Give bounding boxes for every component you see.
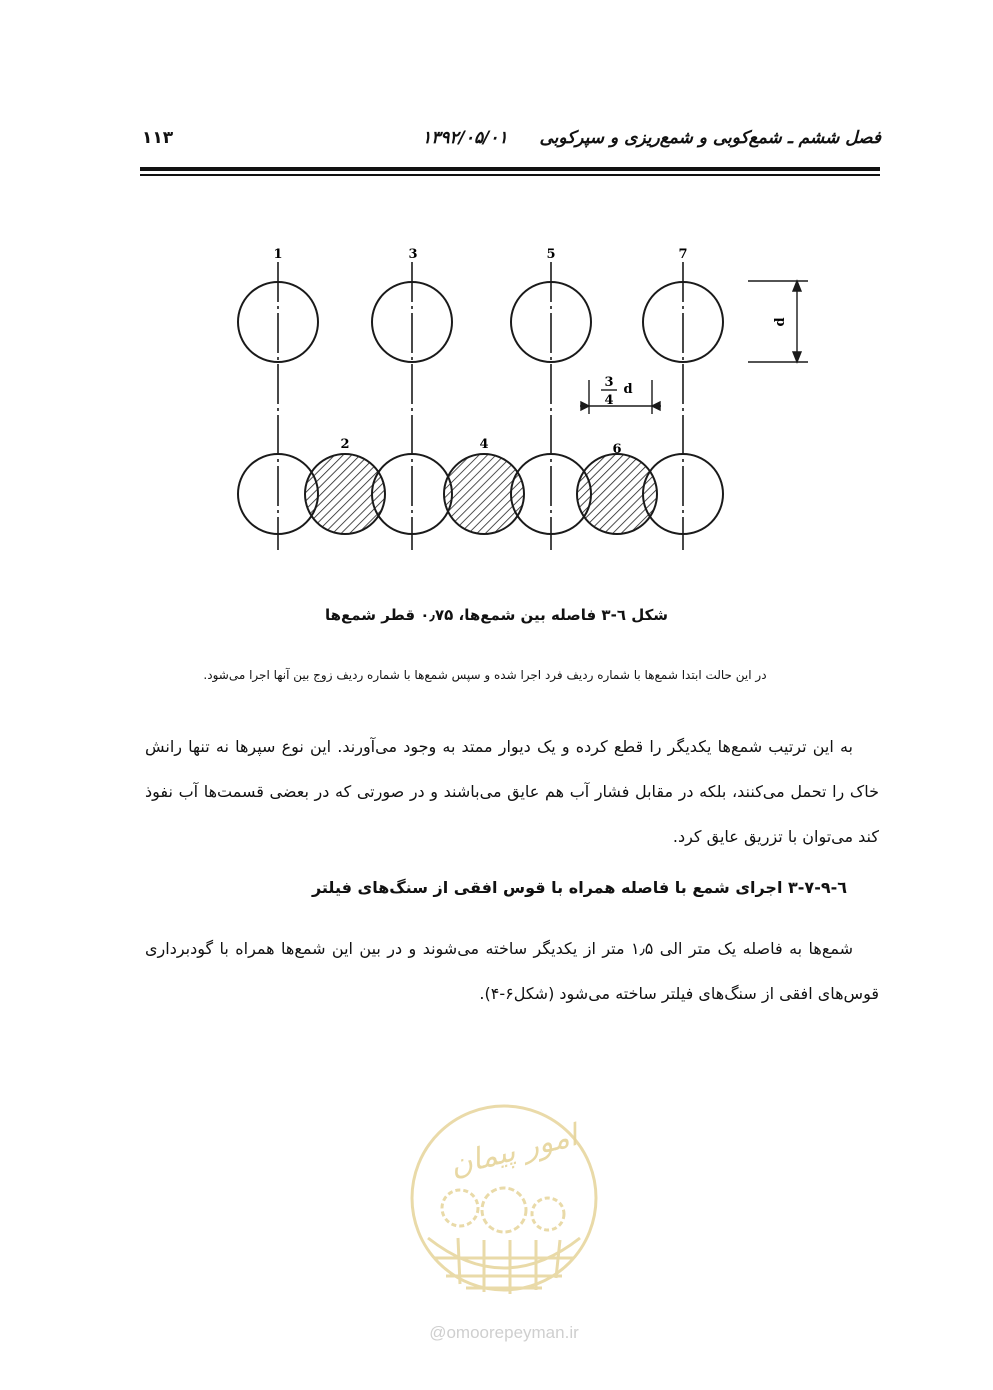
watermark-gear-right-icon: [532, 1198, 564, 1230]
dimension-d-label: d: [773, 317, 788, 327]
body-paragraph-2-text: شمع‌ها به فاصله یک متر الی ۱٫۵ متر از یکدیگر ساخته می‌شوند و در بین این شمع‌ها همراه با گودبرداری قوس‌های افقی از سنگ‌های فیلتر ساخته می‌شود (شکل۶-۴).: [145, 939, 879, 1003]
watermark-grid-icon: [428, 1238, 580, 1294]
body-paragraph-1: [145, 724, 879, 859]
watermark-gear-center-icon: [482, 1188, 526, 1232]
spacing-dimension: [580, 380, 661, 414]
pile-label-5: 5: [546, 247, 556, 262]
pile-6-hatched-circle: [577, 454, 657, 534]
pile-label-7: 7: [678, 247, 688, 262]
header-date: ۱۳۹۲/۰۵/۰۱: [422, 128, 508, 148]
pile-label-4: 4: [479, 437, 489, 452]
chapter-title: فصل ششم ـ شمع‌کوبی و شمع‌ریزی و سپرکوبی: [539, 128, 881, 148]
spacing-fraction-symbol: d: [623, 382, 633, 397]
pile-label-3: 3: [408, 247, 418, 262]
spacing-fraction-denominator: 4: [604, 393, 614, 408]
watermark-url: @omoorepeyman.ir: [429, 1323, 579, 1342]
figure-caption: شکل ٦-٣ فاصله بین شمع‌ها، ۰٫۷۵ قطر شمع‌ها: [324, 606, 669, 624]
pile-arrangement-figure: [0, 0, 993, 600]
pile-label-6: 6: [612, 442, 622, 457]
pile-label-1: 1: [273, 247, 283, 262]
page-number: ۱۱۳: [142, 128, 174, 148]
watermark-logo-text: امور پیمان: [446, 1118, 581, 1184]
body-paragraph-2: [145, 926, 879, 1016]
body-paragraph-1-text: به این ترتیب شمع‌ها یکدیگر را قطع کرده و یک دیوار ممتد به وجود می‌آورند. این نوع سپرها نه تنها رانش خاک را تحمل می‌کنند، بلکه در مقابل فشار آب هم عایق می‌باشند و در صورتی که در بعضی قسمت‌ها آب نفوذ کند می‌توان با تزریق عایق کرد.: [145, 737, 879, 846]
spacing-fraction-numerator: 3: [604, 375, 614, 390]
watermark-gear-left-icon: [442, 1190, 478, 1226]
pile-label-2: 2: [340, 437, 350, 452]
section-heading: ٦-٩-٧-٣ اجرای شمع با فاصله همراه با قوس افقی از سنگ‌های فیلتر: [311, 878, 847, 897]
figure-note: در این حالت ابتدا شمع‌ها با شماره ردیف فرد اجرا شده و سپس شمع‌ها با شماره ردیف زوج بین آنها اجرا می‌شود.: [203, 668, 767, 682]
publisher-watermark: [388, 1098, 620, 1358]
